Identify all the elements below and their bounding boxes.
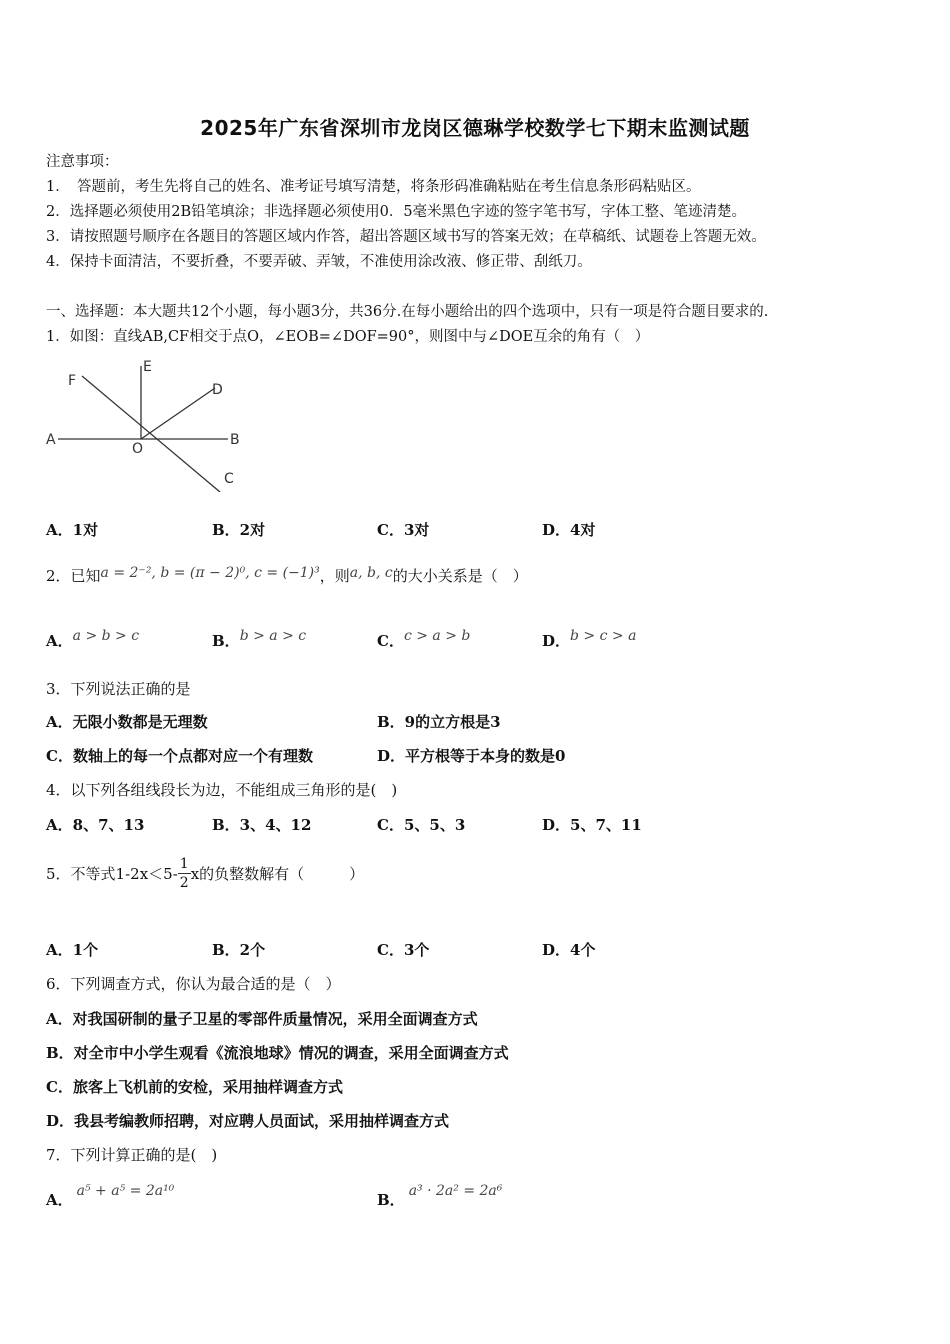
question-2-option-d: D．b > c > a bbox=[542, 628, 637, 650]
question-5-option-a: A．1个 bbox=[46, 941, 99, 959]
label-f: F bbox=[68, 373, 77, 389]
question-7-option-b: B． a³ · 2a² = 2a⁶ bbox=[377, 1183, 503, 1209]
question-1-stem: 1．如图：直线AB,CF相交于点O，∠EOB=∠DOF=90°，则图中与∠DOE互余的角有（ ） bbox=[46, 329, 650, 345]
notice-heading: 注意事项： bbox=[46, 154, 119, 170]
question-5-option-b: B．2个 bbox=[212, 941, 266, 959]
notice-item: 1． 答题前，考生先将自己的姓名、准考证号填写清楚，将条形码准确粘贴在考生信息条形码粘贴区。 bbox=[46, 179, 701, 195]
question-1-option-a: A．1对 bbox=[46, 521, 99, 539]
question-6-option-d: D．我县考编教师招聘，对应聘人员面试，采用抽样调查方式 bbox=[46, 1112, 450, 1130]
option-math: a > b > c bbox=[72, 628, 140, 644]
question-6-option-b: B．对全市中小学生观看《流浪地球》情况的调查，采用全面调查方式 bbox=[46, 1044, 509, 1062]
option-math: a⁵ + a⁵ = 2a¹⁰ bbox=[76, 1183, 175, 1199]
question-3-option-b: B．9的立方根是3 bbox=[377, 713, 501, 731]
question-5-option-c: C．3个 bbox=[377, 941, 430, 959]
notice-item: 3．请按照题号顺序在各题目的答题区域内作答，超出答题区域书写的答案无效；在草稿纸、试题卷上答题无效。 bbox=[46, 229, 766, 245]
question-5-suffix: x的负整数解有（ ） bbox=[190, 865, 365, 883]
question-4-stem: 4．以下列各组线段长为边，不能组成三角形的是( ) bbox=[46, 781, 398, 799]
question-3-stem: 3．下列说法正确的是 bbox=[46, 680, 191, 698]
label-o: O bbox=[132, 441, 144, 457]
label-e: E bbox=[143, 359, 152, 375]
question-6-option-a: A．对我国研制的量子卫星的零部件质量情况，采用全面调查方式 bbox=[46, 1010, 478, 1028]
notice-item: 4．保持卡面清洁，不要折叠，不要弄破、弄皱，不准使用涂改液、修正带、刮纸刀。 bbox=[46, 254, 592, 270]
question-2-formula: a = 2⁻², b = (π − 2)⁰, c = (−1)³ bbox=[100, 565, 320, 581]
label-d: D bbox=[212, 382, 223, 398]
question-2-option-c: C．c > a > b bbox=[377, 628, 471, 650]
fraction-one-half: $\frac{1}{2}$ bbox=[179, 856, 189, 891]
label-c: C bbox=[224, 471, 234, 487]
option-math: a³ · 2a² = 2a⁶ bbox=[408, 1183, 503, 1199]
question-3-option-a: A．无限小数都是无理数 bbox=[46, 713, 208, 731]
notice-item: 2．选择题必须使用2B铅笔填涂；非选择题必须使用0．5毫米黑色字迹的签字笔书写，字体工整、笔迹清楚。 bbox=[46, 204, 747, 220]
page-title: 2025年广东省深圳市龙岗区德琳学校数学七下期末监测试题 bbox=[200, 116, 750, 140]
question-4-option-a: A．8、7、13 bbox=[46, 816, 145, 834]
label-b: B bbox=[230, 432, 240, 448]
question-6-option-c: C．旅客上飞机前的安检，采用抽样调查方式 bbox=[46, 1078, 343, 1096]
question-1-option-d: D．4对 bbox=[542, 521, 596, 539]
question-3-option-d: D．平方根等于本身的数是0 bbox=[377, 747, 566, 765]
option-math: b > c > a bbox=[570, 628, 637, 644]
question-4-option-b: B．3、4、12 bbox=[212, 816, 312, 834]
question-7-stem: 7．下列计算正确的是( ) bbox=[46, 1146, 218, 1164]
question-5-stem bbox=[46, 855, 364, 892]
question-7-option-a: A． a⁵ + a⁵ = 2a¹⁰ bbox=[46, 1183, 175, 1209]
question-1-option-c: C．3对 bbox=[377, 521, 430, 539]
option-math: c > a > b bbox=[403, 628, 471, 644]
question-5-prefix: 5．不等式1-2x＜5- bbox=[46, 865, 178, 883]
section-header: 一、选择题：本大题共12个小题，每小题3分，共36分.在每小题给出的四个选项中，只有一项是符合题目要求的. bbox=[46, 304, 769, 320]
question-4-option-d: D．5、7、11 bbox=[542, 816, 642, 834]
question-2-mid: ，则 bbox=[319, 567, 350, 585]
question-2-option-a: A．a > b > c bbox=[46, 628, 140, 650]
question-6-stem: 6．下列调查方式，你认为最合适的是（ ） bbox=[46, 975, 341, 993]
line-fc bbox=[82, 376, 220, 492]
question-2-option-b: B．b > a > c bbox=[212, 628, 307, 650]
question-2-stem bbox=[46, 565, 528, 586]
question-4-option-c: C．5、5、3 bbox=[377, 816, 466, 834]
question-5-option-d: D．4个 bbox=[542, 941, 596, 959]
line-od bbox=[141, 388, 215, 439]
question-3-option-c: C．数轴上的每一个点都对应一个有理数 bbox=[46, 747, 313, 765]
question-2-prefix: 2．已知 bbox=[46, 567, 101, 585]
option-math: b > a > c bbox=[239, 628, 307, 644]
question-1-figure bbox=[40, 352, 260, 492]
question-2-vars: a, b, c bbox=[349, 565, 393, 581]
question-1-option-b: B．2对 bbox=[212, 521, 266, 539]
label-a: A bbox=[46, 432, 56, 448]
question-2-suffix: 的大小关系是（ ） bbox=[392, 567, 528, 585]
